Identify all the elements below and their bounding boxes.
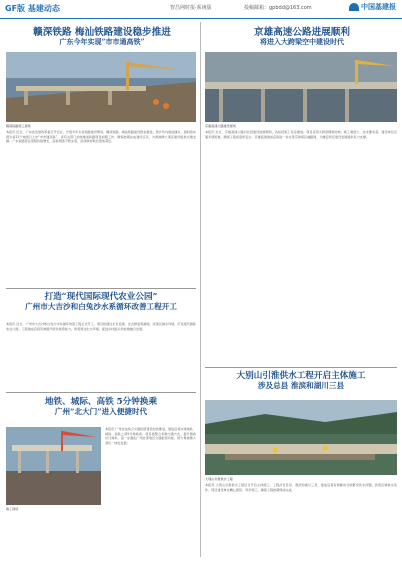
headline-ganshen-subtitle: 广东今年实现“市市通高铁” (59, 37, 145, 47)
caption-dabieshan: 大别山引淮供水工程 (205, 477, 233, 481)
divider-left-1 (6, 288, 196, 289)
photo-dabieshan (205, 400, 397, 475)
water-project-image (205, 400, 397, 475)
headline-ganshen (14, 27, 190, 46)
headline-dajisha-title: 打造“现代国际现代农业公园” (44, 292, 158, 302)
page-header (0, 0, 402, 19)
divider-left-2 (6, 392, 196, 393)
article-dabieshan-body: 本报讯 大别山引淮供水工程近日开启主体施工。工程涉及息县、淮滨和潢川三县，建成后将有效解决当地群众饮水问题，改善区域供水条件。项目建设单位精心组织，科学施工，确保工程按期保质完成。 (205, 483, 397, 492)
header-email: 投稿邮箱：gpbdd@163.com (244, 5, 312, 11)
article-dajisha-body: 本报讯 近日，广州市大吉沙和白兔沙水系循环改善工程正式开工。项目将通过水系连通、生态修复等措施，改善区域水环境，打造现代国际农业公园。工程建成后将有效提升防洪排涝能力，改善周边生态环境，促进乡村振兴和农旅融合发展。 (6, 322, 196, 331)
headline-jingxiong-subtitle: 将进入大跨梁空中建设时代 (260, 37, 344, 47)
photo-jingxiong (205, 52, 397, 122)
headline-dajisha (6, 293, 196, 312)
article-guangzhou-north-body: 本报讯 广州北站综合交通枢纽建设加快推进，建成后将实现地铁、城际、高铁之间5分钟换乘。项目将整合多种交通方式，提升旅客出行效率，进一步强化广州北部地区交通枢纽功能，助力粤港澳大湾区一体化发展。 (105, 427, 196, 445)
headline-guangzhou-north (6, 398, 196, 417)
headline-jingxiong-title: 京雄高速公路进展顺利 (254, 27, 350, 38)
newspaper-logo (349, 2, 396, 12)
headline-dabieshan (205, 372, 397, 391)
logo-text: 中国基建报 (361, 3, 396, 11)
section-label: GF版 基建动态 (5, 4, 60, 13)
article-jingxiong-body: 本报讯 近日，京雄高速公路河北段建设进展顺利，各标段施工有序推进。项目采用大跨度钢梁结构，施工难度大、技术要求高。建设单位克服多项困难，确保工程质量和安全。京雄高速建成后将进一步完善京津冀区域路网，为雄安新区建设发展提供有力支撑。 (205, 130, 397, 139)
highway-construction-image (205, 52, 397, 122)
headline-jingxiong (208, 27, 396, 46)
photo-ganshen (6, 52, 196, 122)
caption-guangzhou-north: 施工现场 (6, 507, 19, 511)
caption-jingxiong: 京雄高速公路建设现场 (205, 124, 236, 128)
caption-ganshen: 赣深铁路施工现场 (6, 124, 31, 128)
header-date: 智昌网时报·系统版 (170, 5, 212, 11)
transport-hub-image (6, 427, 101, 505)
headline-dajisha-subtitle: 广州市大吉沙和白兔沙水系循环改善工程开工 (25, 301, 177, 311)
headline-dabieshan-title: 大别山引淮供水工程开启主体施工 (236, 371, 366, 381)
column-divider (200, 22, 201, 557)
railway-construction-image (6, 52, 196, 122)
headline-dabieshan-subtitle: 涉及总县 淮滨和湖川三县 (257, 380, 345, 390)
headline-ganshen-title: 赣深铁路 梅汕铁路建设稳步推进 (33, 27, 171, 38)
headline-guangzhou-north-title: 地铁、城际、高铁 5分钟换乘 (44, 397, 158, 407)
divider-right-1 (205, 367, 397, 368)
logo-icon (349, 3, 359, 11)
photo-guangzhou-north (6, 427, 101, 505)
headline-guangzhou-north-subtitle: 广州“北大门”进入便捷时代 (54, 406, 148, 416)
article-ganshen-body: 本报讯 近日，广东省发展改革委召开会议，介绍今年全省铁路建设情况。赣深铁路、梅汕铁路建设稳步推进，预计年内建成通车，届时将实现全省21个地级以上市“市市通高铁”。省有关部门加快推进铁路项目前期工作，确保按期完成建设任务，为粤港澳大湾区建设提供交通支撑。广东铁路营业里程持续增长，高铁网络不断完善，沿线城市联系更加紧密。 (6, 130, 196, 144)
